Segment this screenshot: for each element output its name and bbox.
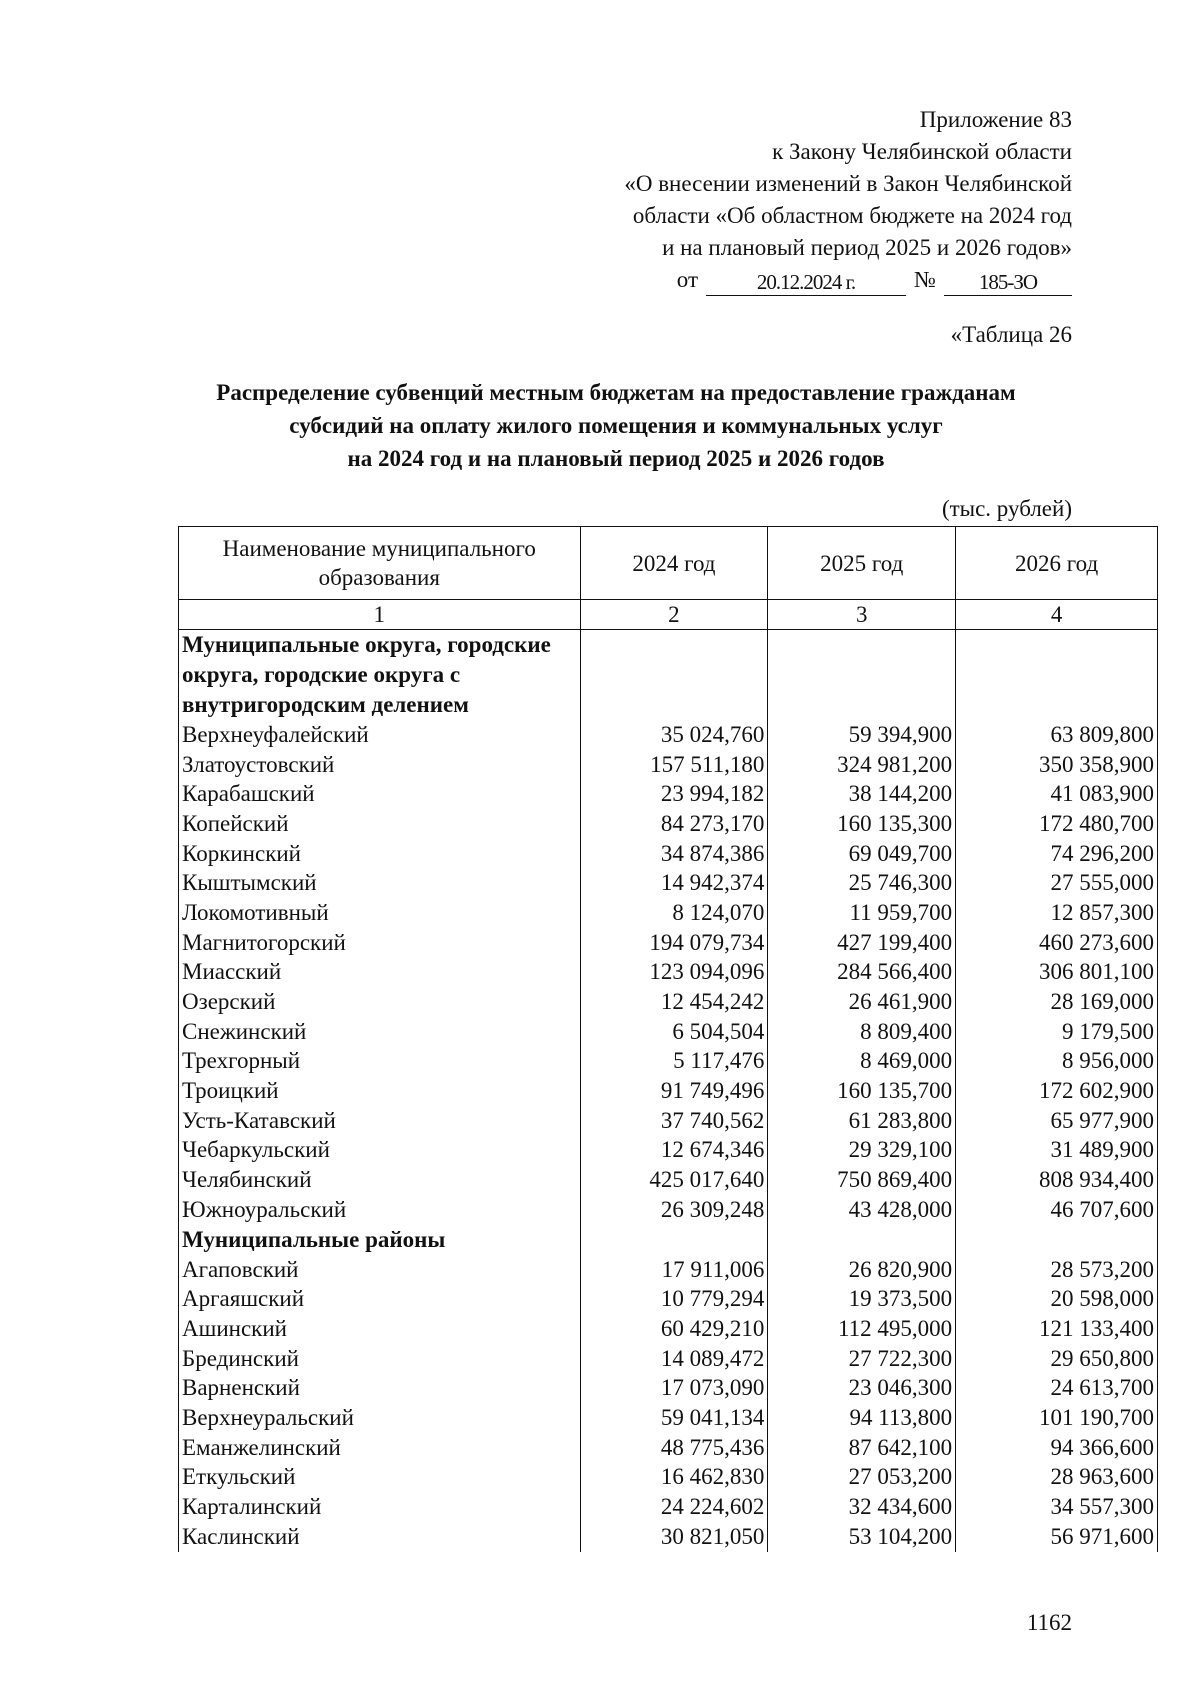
municipality-name: Карабашский: [179, 779, 581, 809]
title-line: субсидий на оплату жилого помещения и коммунальных услуг: [289, 413, 943, 438]
table-row: [179, 928, 1158, 958]
value-2026: 65 977,900: [956, 1106, 1158, 1136]
value-2025: 26 820,900: [768, 1255, 956, 1285]
municipality-name: Верхнеуральский: [179, 1403, 581, 1433]
section-row: [179, 630, 1158, 721]
header-line: области «Об областном бюджете на 2024 год: [632, 203, 1072, 228]
empty-cell: [956, 1225, 1158, 1255]
value-2024: 16 462,830: [580, 1463, 768, 1493]
value-2024: 123 094,096: [580, 958, 768, 988]
municipality-name: Челябинский: [179, 1165, 581, 1195]
value-2026: 101 190,700: [956, 1403, 1158, 1433]
number-prefix: №: [914, 267, 936, 292]
value-2026: 27 555,000: [956, 868, 1158, 898]
value-2026: 28 573,200: [956, 1255, 1158, 1285]
value-2025: 94 113,800: [768, 1403, 956, 1433]
table-row: [179, 750, 1158, 780]
header-line: «О внесении изменений в Закон Челябинской: [624, 171, 1072, 196]
column-number: 2: [580, 600, 768, 630]
value-2025: 27 053,200: [768, 1463, 956, 1493]
table-row: [179, 1255, 1158, 1285]
municipality-name: Верхнеуфалейский: [179, 720, 581, 750]
municipality-name: Копейский: [179, 809, 581, 839]
value-2024: 5 117,476: [580, 1047, 768, 1077]
municipality-name: Усть-Катавский: [179, 1106, 581, 1136]
table-row: [179, 1314, 1158, 1344]
table-row: [179, 1522, 1158, 1552]
value-2025: 32 434,600: [768, 1492, 956, 1522]
column-header-2026: 2026 год: [956, 527, 1158, 600]
title-line: Распределение субвенций местным бюджетам на предоставление гражданам: [216, 380, 1016, 405]
value-2026: 12 857,300: [956, 898, 1158, 928]
municipality-name: Троицкий: [179, 1076, 581, 1106]
table-row: [179, 1106, 1158, 1136]
value-2024: 14 089,472: [580, 1344, 768, 1374]
empty-cell: [580, 630, 768, 721]
table-row: [179, 720, 1158, 750]
municipality-name: Златоустовский: [179, 750, 581, 780]
page-number: 1162: [1026, 1610, 1072, 1635]
value-2025: 69 049,700: [768, 839, 956, 869]
municipality-name: Миасский: [179, 958, 581, 988]
value-2024: 34 874,386: [580, 839, 768, 869]
value-2024: 8 124,070: [580, 898, 768, 928]
table-row: [179, 987, 1158, 1017]
value-2025: 29 329,100: [768, 1136, 956, 1166]
table-row: [179, 958, 1158, 988]
value-2024: 37 740,562: [580, 1106, 768, 1136]
value-2026: 74 296,200: [956, 839, 1158, 869]
document-title: [160, 376, 1072, 475]
value-2026: 34 557,300: [956, 1492, 1158, 1522]
value-2025: 27 722,300: [768, 1344, 956, 1374]
table-row: [179, 898, 1158, 928]
date-prefix: от: [676, 267, 699, 292]
title-line: на 2024 год и на плановый период 2025 и 2026 годов: [347, 446, 885, 471]
table-row: [179, 1076, 1158, 1106]
value-2024: 91 749,496: [580, 1076, 768, 1106]
municipality-name: Варненский: [179, 1373, 581, 1403]
value-2024: 194 079,734: [580, 928, 768, 958]
table-row: [179, 1463, 1158, 1493]
subvention-table: [178, 526, 1158, 1552]
value-2025: 59 394,900: [768, 720, 956, 750]
table-row: [179, 809, 1158, 839]
value-2024: 84 273,170: [580, 809, 768, 839]
empty-cell: [768, 1225, 956, 1255]
municipality-name: Карталинский: [179, 1492, 581, 1522]
municipality-name: Магнитогорский: [179, 928, 581, 958]
value-2026: 46 707,600: [956, 1195, 1158, 1225]
table-row: [179, 1284, 1158, 1314]
value-2026: 306 801,100: [956, 958, 1158, 988]
section-title: Муниципальные округа, городские округа, городские округа с внутригородским делением: [179, 630, 581, 721]
table-row: [179, 1403, 1158, 1433]
value-2025: 23 046,300: [768, 1373, 956, 1403]
value-2026: 460 273,600: [956, 928, 1158, 958]
column-number: 1: [179, 600, 581, 630]
table-row: [179, 1195, 1158, 1225]
value-2024: 10 779,294: [580, 1284, 768, 1314]
value-2025: 43 428,000: [768, 1195, 956, 1225]
value-2024: 12 674,346: [580, 1136, 768, 1166]
value-2024: 425 017,640: [580, 1165, 768, 1195]
law-date-line: [512, 264, 1072, 296]
law-number: 185-ЗО: [944, 269, 1072, 296]
municipality-name: Еткульский: [179, 1463, 581, 1493]
municipality-name: Озерский: [179, 987, 581, 1017]
value-2025: 8 809,400: [768, 1017, 956, 1047]
value-2026: 20 598,000: [956, 1284, 1158, 1314]
value-2024: 12 454,242: [580, 987, 768, 1017]
value-2025: 11 959,700: [768, 898, 956, 928]
value-2024: 48 775,436: [580, 1433, 768, 1463]
value-2024: 157 511,180: [580, 750, 768, 780]
empty-cell: [768, 630, 956, 721]
value-2026: 808 934,400: [956, 1165, 1158, 1195]
value-2026: 172 480,700: [956, 809, 1158, 839]
value-2025: 53 104,200: [768, 1522, 956, 1552]
value-2024: 14 942,374: [580, 868, 768, 898]
column-header-name: Наименование муниципального образования: [179, 527, 581, 600]
table-row: [179, 868, 1158, 898]
value-2024: 24 224,602: [580, 1492, 768, 1522]
municipality-name: Еманжелинский: [179, 1433, 581, 1463]
value-2024: 17 911,006: [580, 1255, 768, 1285]
municipality-name: Агаповский: [179, 1255, 581, 1285]
table-row: [179, 1165, 1158, 1195]
value-2026: 41 083,900: [956, 779, 1158, 809]
value-2024: 60 429,210: [580, 1314, 768, 1344]
municipality-name: Снежинский: [179, 1017, 581, 1047]
column-number-row: [179, 600, 1158, 630]
value-2024: 30 821,050: [580, 1522, 768, 1552]
value-2026: 9 179,500: [956, 1017, 1158, 1047]
value-2025: 160 135,300: [768, 809, 956, 839]
value-2024: 26 309,248: [580, 1195, 768, 1225]
value-2025: 427 199,400: [768, 928, 956, 958]
table-row: [179, 779, 1158, 809]
value-2026: 63 809,800: [956, 720, 1158, 750]
municipality-name: Кыштымский: [179, 868, 581, 898]
table-row: [179, 1047, 1158, 1077]
section-row: [179, 1225, 1158, 1255]
municipality-name: Трехгорный: [179, 1047, 581, 1077]
section-title: Муниципальные районы: [179, 1225, 581, 1255]
table-row: [179, 1017, 1158, 1047]
empty-cell: [956, 630, 1158, 721]
municipality-name: Ашинский: [179, 1314, 581, 1344]
municipality-name: Брединский: [179, 1344, 581, 1374]
column-number: 3: [768, 600, 956, 630]
value-2024: 17 073,090: [580, 1373, 768, 1403]
value-2026: 29 650,800: [956, 1344, 1158, 1374]
value-2025: 19 373,500: [768, 1284, 956, 1314]
value-2026: 8 956,000: [956, 1047, 1158, 1077]
value-2025: 324 981,200: [768, 750, 956, 780]
value-2024: 35 024,760: [580, 720, 768, 750]
municipality-name: Аргаяшский: [179, 1284, 581, 1314]
value-2025: 112 495,000: [768, 1314, 956, 1344]
column-number: 4: [956, 600, 1158, 630]
value-2026: 350 358,900: [956, 750, 1158, 780]
value-2025: 61 283,800: [768, 1106, 956, 1136]
municipality-name: Локомотивный: [179, 898, 581, 928]
value-2026: 172 602,900: [956, 1076, 1158, 1106]
table-label: «Таблица 26: [950, 322, 1072, 347]
table-row: [179, 1373, 1158, 1403]
value-2025: 26 461,900: [768, 987, 956, 1017]
table-row: [179, 839, 1158, 869]
table-row: [179, 1492, 1158, 1522]
value-2025: 38 144,200: [768, 779, 956, 809]
municipality-name: Каслинский: [179, 1522, 581, 1552]
value-2026: 56 971,600: [956, 1522, 1158, 1552]
value-2025: 87 642,100: [768, 1433, 956, 1463]
value-2026: 94 366,600: [956, 1433, 1158, 1463]
value-2024: 6 504,504: [580, 1017, 768, 1047]
column-header-2024: 2024 год: [580, 527, 768, 600]
header-line: Приложение 83: [919, 107, 1072, 132]
value-2025: 25 746,300: [768, 868, 956, 898]
appendix-header: [512, 104, 1072, 296]
empty-cell: [580, 1225, 768, 1255]
table-row: [179, 1344, 1158, 1374]
units-label: (тыс. рублей): [941, 496, 1072, 521]
value-2026: 24 613,700: [956, 1373, 1158, 1403]
header-line: к Закону Челябинской области: [772, 139, 1072, 164]
value-2025: 284 566,400: [768, 958, 956, 988]
value-2026: 121 133,400: [956, 1314, 1158, 1344]
value-2025: 750 869,400: [768, 1165, 956, 1195]
header-line: и на плановый период 2025 и 2026 годов»: [662, 235, 1072, 260]
table-row: [179, 1433, 1158, 1463]
column-header-2025: 2025 год: [768, 527, 956, 600]
value-2026: 28 963,600: [956, 1463, 1158, 1493]
value-2026: 31 489,900: [956, 1136, 1158, 1166]
table-header-row: [179, 527, 1158, 600]
municipality-name: Коркинский: [179, 839, 581, 869]
value-2026: 28 169,000: [956, 987, 1158, 1017]
table-row: [179, 1136, 1158, 1166]
value-2025: 8 469,000: [768, 1047, 956, 1077]
value-2024: 59 041,134: [580, 1403, 768, 1433]
law-date: 20.12.2024 г.: [706, 269, 906, 296]
municipality-name: Южноуральский: [179, 1195, 581, 1225]
value-2024: 23 994,182: [580, 779, 768, 809]
municipality-name: Чебаркульский: [179, 1136, 581, 1166]
value-2025: 160 135,700: [768, 1076, 956, 1106]
